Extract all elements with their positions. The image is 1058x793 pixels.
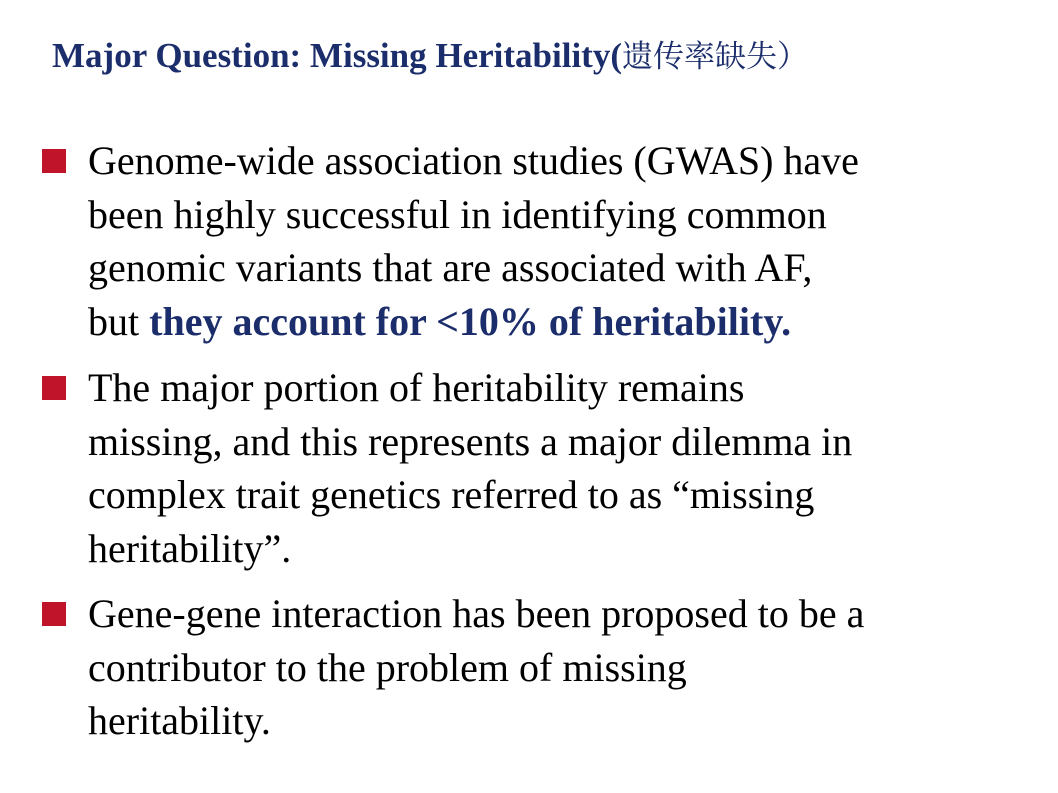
bullet-line: Gene-gene interaction has been proposed to be a	[88, 591, 865, 636]
bullet-text	[88, 134, 1038, 348]
square-bullet-icon	[42, 149, 66, 173]
bullet-text	[88, 361, 1038, 575]
bullet-line: heritability.	[88, 698, 271, 743]
emphasized-text: they account for <10% of heritability.	[149, 298, 792, 344]
square-bullet-icon	[42, 376, 66, 400]
bullet-line	[88, 295, 1038, 349]
bullet-line: complex trait genetics referred to as “missing	[88, 472, 815, 517]
bullet-line: missing, and this represents a major dilemma in	[88, 418, 853, 464]
bullet-line: The major portion of heritability remains	[88, 365, 745, 410]
bullet-line-prefix: but	[88, 298, 150, 344]
slide-title-cjk: 遗传率缺失）	[622, 39, 808, 75]
slide-title	[52, 32, 1032, 81]
square-bullet-icon	[42, 602, 66, 626]
slide-title-latin: Major Question: Missing Heritability(	[52, 36, 622, 75]
bullet-line: heritability”.	[88, 525, 292, 571]
bullet-line: contributor to the problem of missing	[88, 644, 687, 690]
bullet-line: genomic variants that are associated with AF,	[88, 245, 813, 290]
bullet-text	[88, 587, 1038, 748]
bullet-line: Genome-wide association studies (GWAS) have	[88, 138, 859, 183]
bullet-line: been highly successful in identifying common	[88, 191, 827, 237]
